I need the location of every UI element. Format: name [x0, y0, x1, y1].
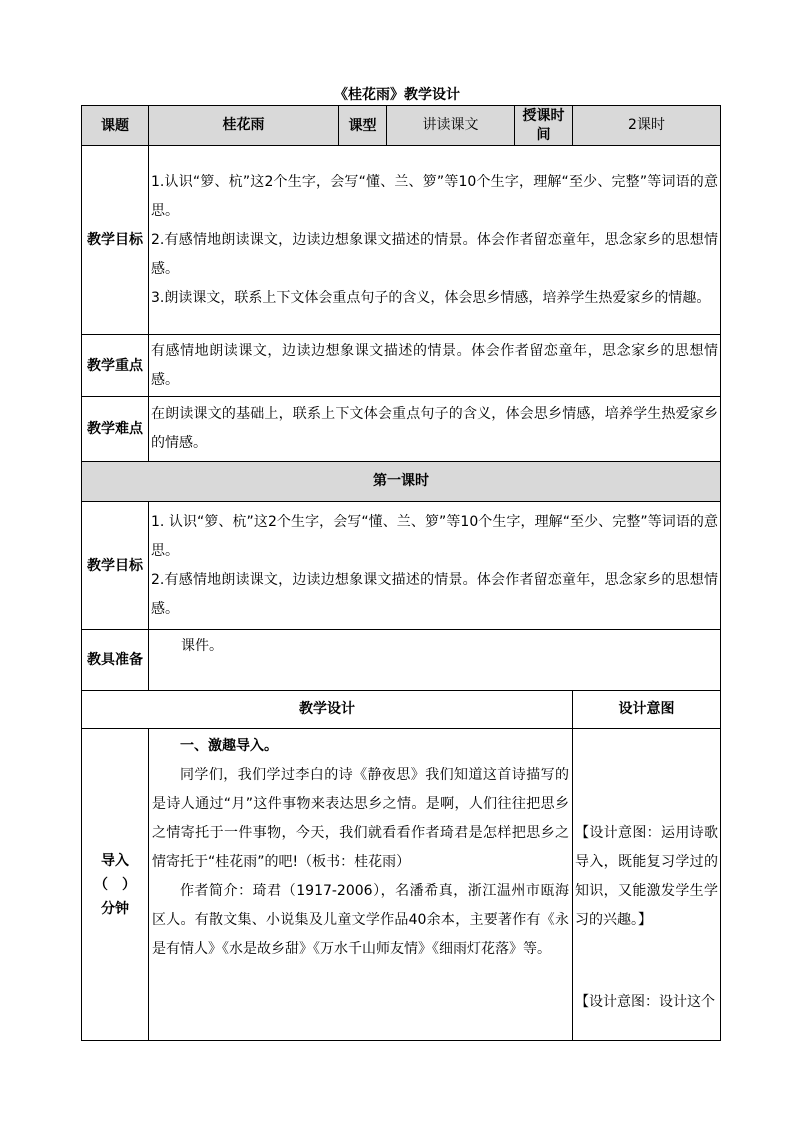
- key-points-row: [82, 335, 721, 397]
- header-row: [82, 106, 721, 146]
- intent-content: [573, 729, 721, 1041]
- key-points-label: 教学重点: [82, 335, 149, 397]
- tools-row: [82, 630, 721, 691]
- intent-text: 【设计意图：设计这个: [575, 994, 715, 1010]
- difficulties-label: 教学难点: [82, 397, 149, 462]
- goals-content: [149, 146, 721, 335]
- intent-header: 设计意图: [573, 691, 721, 729]
- key-points-text: 有感情地朗读课文，边读边想象课文描述的情景。体会作者留恋童年，思念家乡的思想情感。: [149, 335, 721, 397]
- goal-item: 2.有感情地朗读课文，边读边想象课文描述的情景。体会作者留恋童年，思念家乡的思想情感。: [151, 231, 718, 277]
- goal-item: 1.认识“箩、杭”这2个生字，会写“懂、兰、箩”等10个生字，理解“至少、完整”等词语的意思。: [151, 173, 718, 219]
- time-label: 授课时间: [515, 106, 573, 146]
- author-paragraph: 作者简介：琦君（1917-2006），名潘希真，浙江温州市瓯海区人。有散文集、小说集及儿童文学作品40余本，主要著作有《永是有情人》《水是故乡甜》《万水千山师友情》《细雨灯花落》等。: [152, 883, 569, 957]
- intro-label: 导入（ ）分钟: [82, 729, 149, 1041]
- intent-text: 【设计意图：运用诗歌导入，既能复习学过的知识，又能激发学生学习的兴趣。】: [575, 825, 718, 928]
- goal-item: 1. 认识“箩、杭”这2个生字，会写“懂、兰、箩”等10个生字，理解“至少、完整”等词语的意思。: [151, 513, 718, 559]
- lesson1-heading: 第一课时: [82, 462, 721, 502]
- intro-content: [149, 729, 573, 1041]
- goals-row: [82, 146, 721, 335]
- lesson1-goals-content: [149, 502, 721, 630]
- lesson-plan-table: [81, 105, 721, 1041]
- topic-label: 课题: [82, 106, 149, 146]
- lesson1-goals-label: 教学目标: [82, 502, 149, 630]
- time-value: 2课时: [573, 106, 721, 146]
- tools-text: 课件。: [149, 630, 721, 691]
- document-title: 《桂花雨》教学设计: [334, 87, 460, 103]
- difficulties-row: [82, 397, 721, 462]
- topic-value: 桂花雨: [149, 106, 339, 146]
- type-label: 课型: [339, 106, 387, 146]
- goal-item: 2.有感情地朗读课文，边读边想象课文描述的情景。体会作者留恋童年，思念家乡的思想情感。: [151, 571, 718, 617]
- lesson1-goals-row: [82, 502, 721, 630]
- difficulties-text: 在朗读课文的基础上，联系上下文体会重点句子的含义，体会思乡情感，培养学生热爱家乡的情感。: [149, 397, 721, 462]
- goal-item: 3.朗读课文，联系上下文体会重点句子的含义，体会思乡情感，培养学生热爱家乡的情趣。: [151, 289, 711, 306]
- design-header-row: [82, 691, 721, 729]
- section-title: 一、激趣导入。: [180, 738, 278, 754]
- tools-label: 教具准备: [82, 630, 149, 691]
- type-value: 讲读课文: [387, 106, 515, 146]
- intro-paragraph: 同学们，我们学过李白的诗《静夜思》我们知道这首诗描写的是诗人通过“月”这件事物来表达思乡之情。是啊，人们往往把思乡之情寄托于一件事物，今天，我们就看看作者琦君是怎样把思乡之情寄托于“桂花雨”的吧!（板书：桂花雨）: [152, 767, 569, 870]
- intro-row: [82, 729, 721, 1041]
- goals-label: 教学目标: [82, 146, 149, 335]
- lesson1-heading-row: [82, 462, 721, 502]
- design-header: 教学设计: [82, 691, 573, 729]
